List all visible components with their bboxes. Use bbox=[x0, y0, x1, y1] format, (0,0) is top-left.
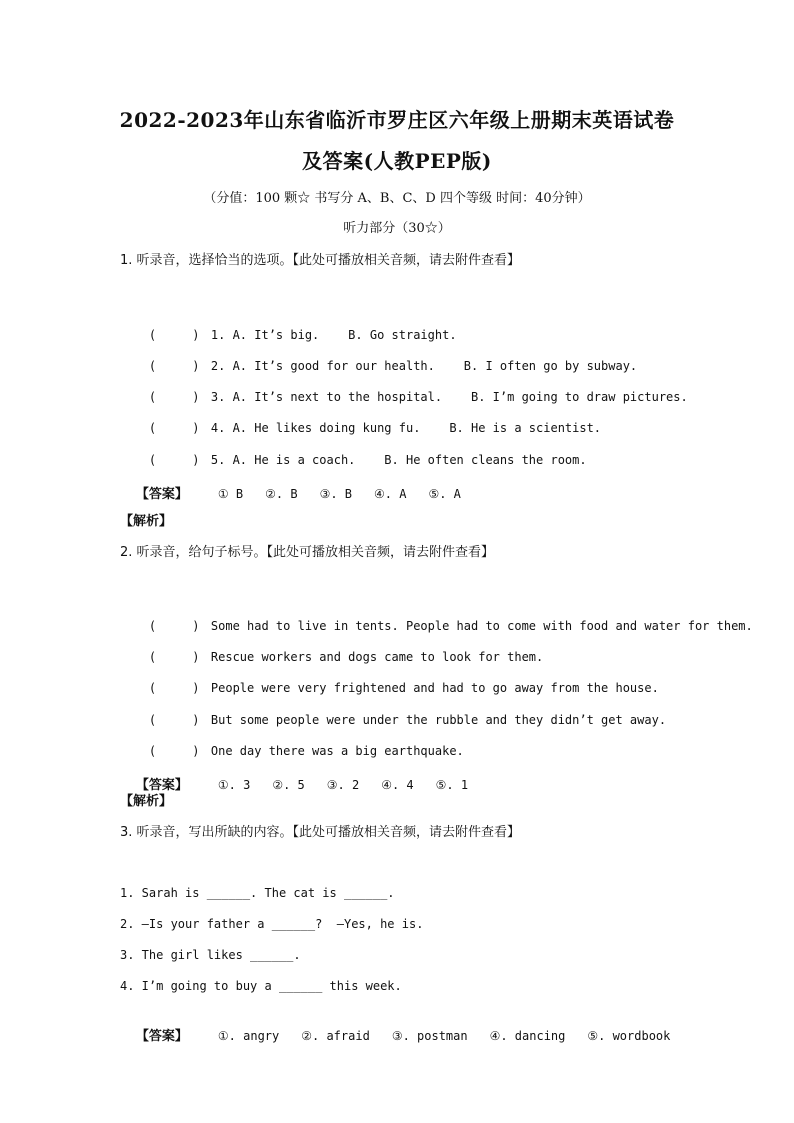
q2-item-text: Rescue workers and dogs came to look for them. bbox=[210, 650, 544, 664]
analysis-label: 【解析】 bbox=[120, 514, 173, 529]
q2-item-text: But some people were under the rubble and they didn’t get away. bbox=[210, 713, 667, 727]
q3-item: 1. Sarah is ______. The cat is ______. bbox=[120, 886, 395, 900]
answer-blank[interactable]: ( ) bbox=[148, 390, 200, 404]
answer-blank[interactable]: ( ) bbox=[148, 453, 200, 467]
document-title-line2: 及答案(人教PEP版) bbox=[302, 149, 492, 173]
q3-answer-row bbox=[120, 1010, 692, 1059]
answer-item: ⑤. A bbox=[428, 487, 461, 501]
q2-item-text: One day there was a big earthquake. bbox=[210, 744, 464, 758]
q1-item-text: 3. A. It’s next to the hospital. B. I’m going to draw pictures. bbox=[210, 390, 688, 404]
answer-blank[interactable]: ( ) bbox=[148, 681, 200, 695]
q3-item: 3. The girl likes ______. bbox=[120, 948, 301, 962]
analysis-label: 【解析】 bbox=[120, 794, 173, 809]
answer-item: ④. dancing bbox=[489, 1029, 566, 1043]
answer-item: ①. 3 bbox=[217, 778, 251, 792]
q1-item-text: 4. A. He likes doing kung fu. B. He is a scientist. bbox=[210, 421, 602, 435]
q1-item-text: 5. A. He is a coach. B. He often cleans the room. bbox=[210, 453, 587, 467]
answer-blank[interactable]: ( ) bbox=[148, 619, 200, 633]
answer-item: ③. postman bbox=[391, 1029, 468, 1043]
answer-item: ②. afraid bbox=[301, 1029, 370, 1043]
answer-item: ③. B bbox=[319, 487, 352, 501]
answer-blank[interactable]: ( ) bbox=[148, 359, 200, 373]
document-title-line1: 2022-2023年山东省临沂市罗庄区六年级上册期末英语试卷 bbox=[119, 108, 675, 132]
answer-item: ①. angry bbox=[217, 1029, 280, 1043]
q2-item-text: Some had to live in tents. People had to come with food and water for them. bbox=[210, 619, 753, 633]
answer-item: ① B bbox=[217, 487, 244, 501]
q2-item-text: People were very frightened and had to go away from the house. bbox=[210, 681, 659, 695]
answer-blank[interactable]: ( ) bbox=[148, 328, 200, 342]
answer-label: 【答案】 bbox=[135, 1029, 188, 1044]
answer-item: ④. A bbox=[374, 487, 407, 501]
answer-item: ④. 4 bbox=[381, 778, 414, 792]
answer-item: ③. 2 bbox=[326, 778, 360, 792]
answer-item: ⑤. 1 bbox=[435, 778, 469, 792]
q1-item-text: 2. A. It’s good for our health. B. I often go by subway. bbox=[210, 359, 638, 373]
section-heading: 听力部分（30☆） bbox=[343, 221, 451, 236]
q2-answer-row bbox=[120, 759, 490, 808]
q1-answer-row bbox=[120, 468, 483, 517]
answer-blank[interactable]: ( ) bbox=[148, 713, 200, 727]
q3-prompt: 3. 听录音，写出所缺的内容。【此处可播放相关音频，请去附件查看】 bbox=[120, 825, 521, 840]
answer-label: 【答案】 bbox=[135, 778, 188, 793]
q1-prompt: 1. 听录音，选择恰当的选项。【此处可播放相关音频，请去附件查看】 bbox=[120, 253, 521, 268]
q3-item: 4. I’m going to buy a ______ this week. bbox=[120, 979, 402, 993]
answer-label: 【答案】 bbox=[135, 487, 188, 502]
answer-item: ②. B bbox=[265, 487, 298, 501]
answer-blank[interactable]: ( ) bbox=[148, 650, 200, 664]
q1-item-text: 1. A. It’s big. B. Go straight. bbox=[210, 328, 457, 342]
answer-item: ②. 5 bbox=[272, 778, 305, 792]
answer-item: ⑤. wordbook bbox=[587, 1029, 671, 1043]
answer-blank[interactable]: ( ) bbox=[148, 421, 200, 435]
q2-prompt: 2. 听录音，给句子标号。【此处可播放相关音频，请去附件查看】 bbox=[120, 545, 495, 560]
q3-item: 2. —Is your father a ______? —Yes, he is. bbox=[120, 917, 424, 931]
answer-blank[interactable]: ( ) bbox=[148, 744, 200, 758]
exam-info: （分值：100 颗☆ 书写分 A、B、C、D 四个等级 时间：40分钟） bbox=[203, 191, 591, 206]
